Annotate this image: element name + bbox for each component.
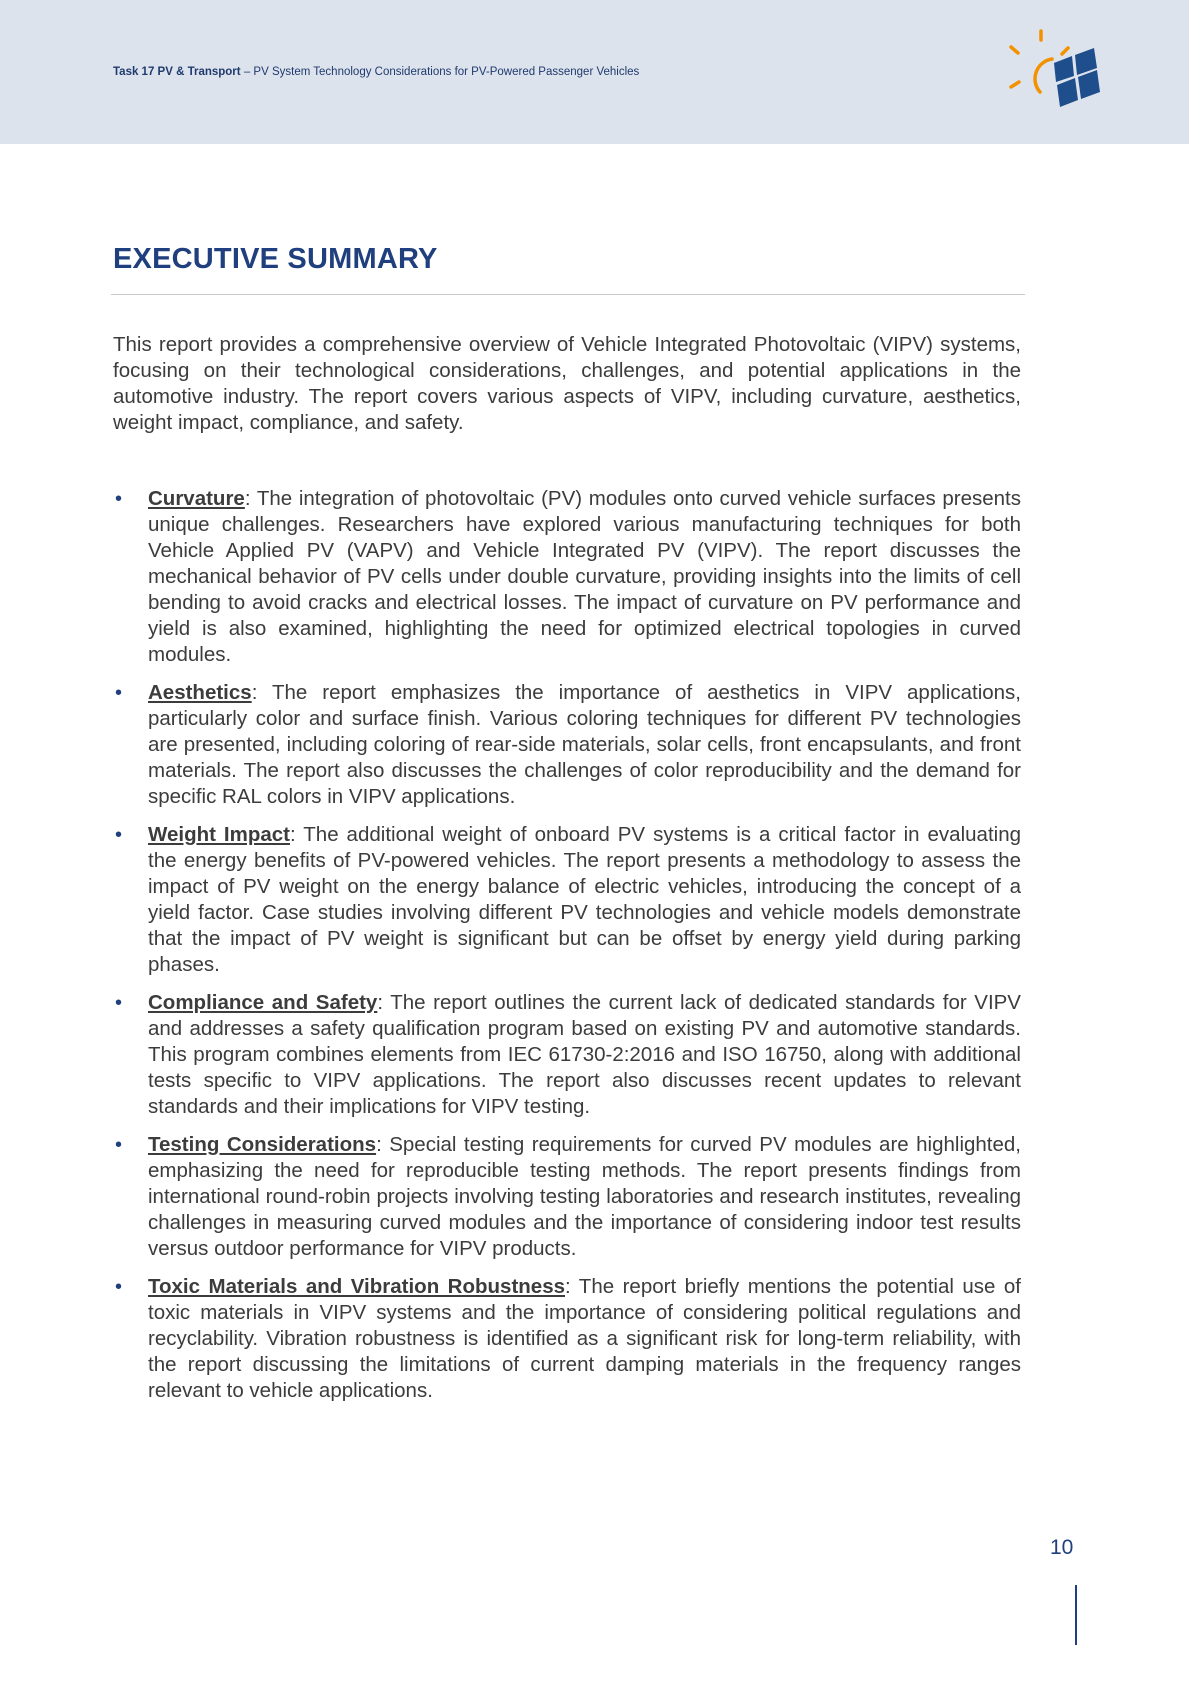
bullet-dot-icon: •	[115, 992, 123, 1014]
bullet-dot-icon: •	[115, 1134, 123, 1156]
bullet-term: Aesthetics	[148, 681, 252, 704]
bullet-toxic-materials	[113, 1274, 1021, 1404]
bullet-text: : The report briefly mentions the potential use of toxic materials in VIPV systems and the importance of considering political regulations and recyclability. Vibration robustness is identified as a significant risk for long-term reliability, with the report discussing the limitations of current damping materials in the frequency ranges relevant to vehicle applications.	[148, 1275, 1021, 1402]
solar-panel-icon	[1054, 48, 1100, 107]
intro-paragraph: This report provides a comprehensive overview of Vehicle Integrated Photovoltaic (VIPV) systems, focusing on their technological considerations, challenges, and potential applications in the automotive industry. The report covers various aspects of VIPV, including curvature, aesthetics, weight impact, compliance, and safety.	[113, 333, 1021, 434]
bullet-dot-icon: •	[115, 1276, 123, 1298]
bullet-compliance-safety	[113, 990, 1021, 1120]
bullet-dot-icon: •	[115, 682, 123, 704]
running-header	[113, 66, 639, 78]
bullet-text: : The report emphasizes the importance of aesthetics in VIPV applications, particularly color and surface finish. Various coloring techniques for different PV technologies are presented, including coloring of rear-side materials, solar cells, front encapsulants, and front materials. The report also discusses the challenges of color reproducibility and the demand for specific RAL colors in VIPV applications.	[148, 681, 1021, 808]
title-divider	[111, 294, 1025, 295]
bullet-term: Toxic Materials and Vibration Robustness	[148, 1275, 566, 1298]
bullet-term: Testing Considerations	[148, 1133, 377, 1156]
bullet-term: Curvature	[148, 487, 245, 510]
bullet-text: : The report outlines the current lack of dedicated standards for VIPV and addresses a safety qualification program based on existing PV and automotive standards. This program combines elements from IEC 61730-2:2016 and ISO 16750, along with additional tests specific to VIPV applications. The report also discusses recent updates to relevant standards and their implications for VIPV testing.	[148, 991, 1021, 1118]
bullet-text: : Special testing requirements for curved PV modules are highlighted, emphasizing the need for reproducible testing methods. The report presents findings from international round-robin projects involving testing laboratories and research institutes, revealing challenges in measuring curved modules and the importance of considering indoor test results versus outdoor performance for VIPV products.	[148, 1133, 1021, 1260]
bullet-dot-icon: •	[115, 824, 123, 846]
bullet-text: : The additional weight of onboard PV systems is a critical factor in evaluating the energy benefits of PV-powered vehicles. The report presents a methodology to assess the impact of PV weight on the energy balance of electric vehicles, introducing the concept of a yield factor. Case studies involving different PV technologies and vehicle models demonstrate that the impact of PV weight is significant but can be offset by energy yield during parking phases.	[148, 823, 1021, 976]
page-title: EXECUTIVE SUMMARY	[113, 243, 438, 275]
bullet-text: : The integration of photovoltaic (PV) modules onto curved vehicle surfaces presents unique challenges. Researchers have explored various manufacturing techniques for both Vehicle Applied PV (VAPV) and Vehicle Integrated PV (VIPV). The report discusses the mechanical behavior of PV cells under double curvature, providing insights into the limits of cell bending to avoid cracks and electrical losses. The impact of curvature on PV performance and yield is also examined, highlighting the need for optimized electrical topologies in curved modules.	[148, 487, 1021, 666]
bullet-weight-impact	[113, 822, 1021, 978]
bullet-aesthetics	[113, 680, 1021, 810]
running-header-separator: –	[240, 66, 254, 78]
bullet-dot-icon: •	[115, 488, 123, 510]
summary-bullet-list	[113, 486, 1021, 1416]
running-header-subtitle: PV System Technology Considerations for PV-Powered Passenger Vehicles	[253, 66, 640, 78]
bullet-term: Weight Impact	[148, 823, 290, 846]
sun-solar-panel-logo-icon	[996, 26, 1106, 126]
bullet-curvature	[113, 486, 1021, 668]
bullet-term: Compliance and Safety	[148, 991, 378, 1014]
page-number-rule	[1075, 1585, 1077, 1645]
running-header-task: Task 17 PV & Transport	[113, 66, 241, 78]
bullet-testing-considerations	[113, 1132, 1021, 1262]
page-number: 10	[1050, 1536, 1074, 1559]
